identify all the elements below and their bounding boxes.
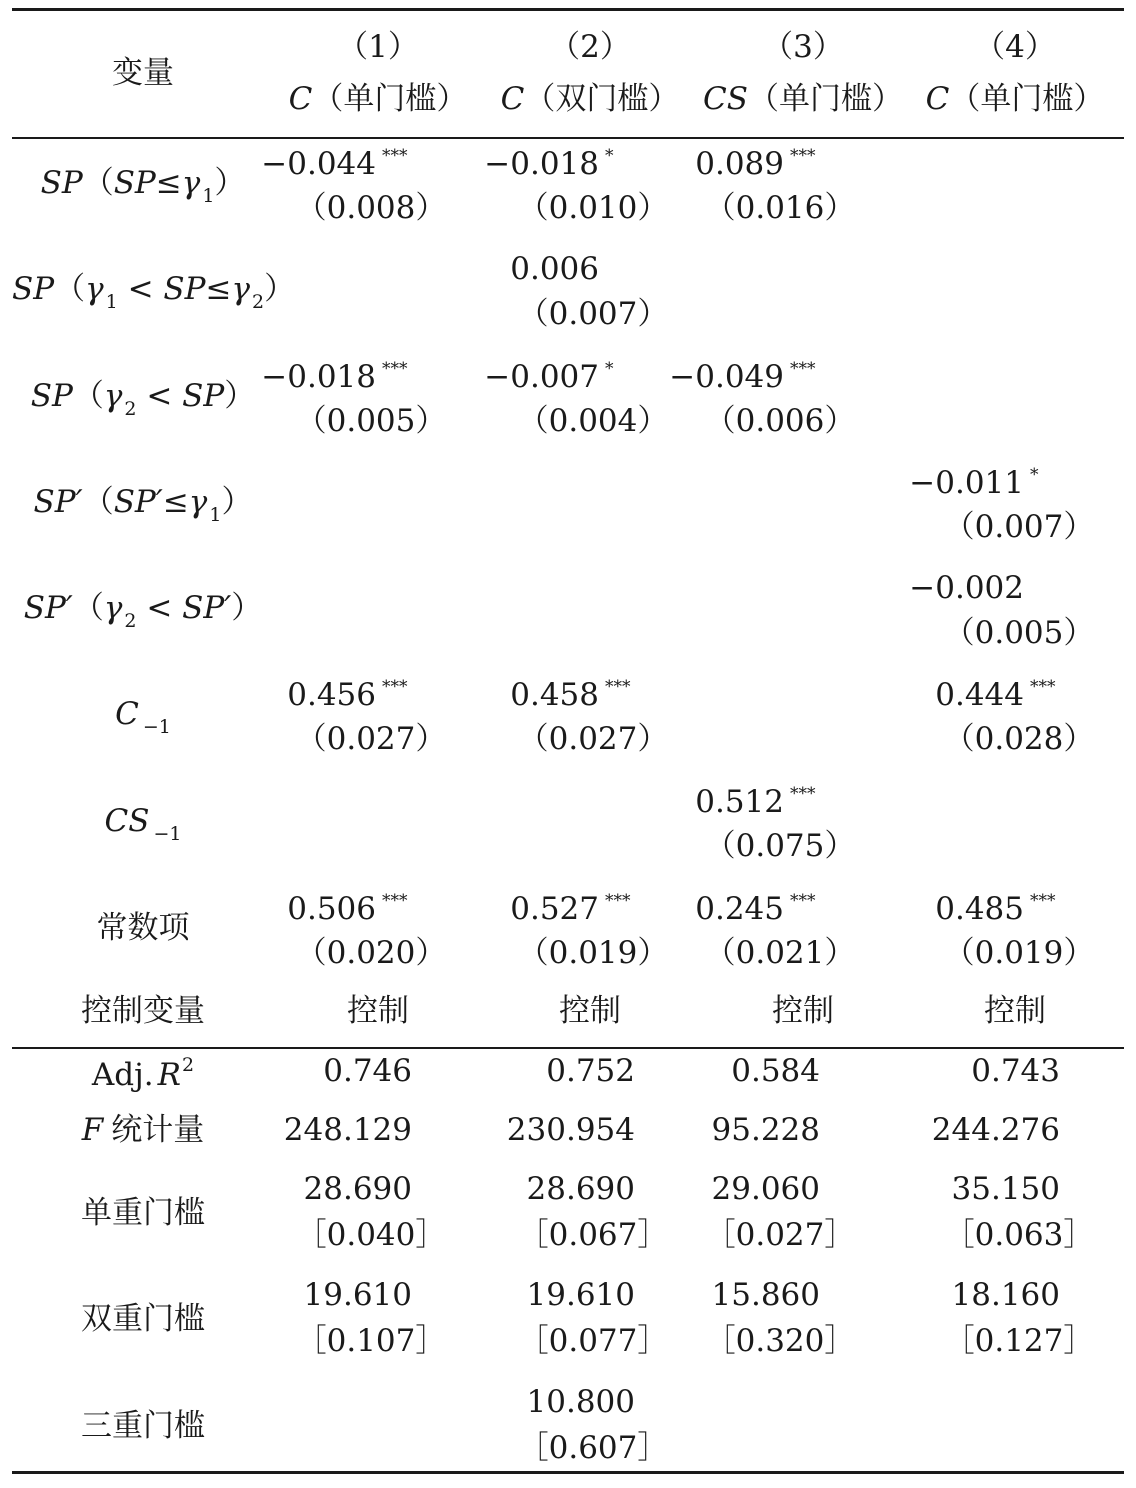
- standard-error: （0.019）: [517, 935, 669, 971]
- f-stat-value: 248.129: [283, 1112, 412, 1148]
- row-label-sp-high: SP（γ $_2$ < SP）: [30, 378, 256, 420]
- controls-value: 控制: [559, 993, 621, 1029]
- threshold-stat: 35.150: [951, 1171, 1060, 1207]
- model-kind: （单门槛）: [949, 81, 1105, 117]
- threshold-pvalue: ［0.320］: [704, 1323, 856, 1359]
- top-rule: [12, 8, 1124, 11]
- standard-error: （0.010）: [517, 190, 669, 226]
- coef-number: −0.007: [484, 359, 599, 395]
- row-label-double-threshold: 双重门槛: [81, 1301, 205, 1337]
- coef-number: 0.506: [287, 891, 376, 927]
- row-label-f-stat: F 统计量: [81, 1112, 205, 1148]
- coef-value: [695, 786, 820, 818]
- coef-value: [510, 893, 635, 925]
- bottom-rule: [12, 1471, 1124, 1474]
- header-col-1-number: （1）: [337, 29, 419, 65]
- threshold-stat: 18.160: [951, 1277, 1060, 1313]
- coef-value: [669, 361, 820, 393]
- coef-value: [484, 148, 635, 180]
- row-label-sp-prime-low: SP′（SP′≤γ $_1$）: [33, 484, 253, 526]
- significance-stars: ***: [790, 891, 816, 911]
- standard-error: （0.005）: [295, 403, 447, 439]
- model-kind: （单门槛）: [312, 81, 468, 117]
- row-label-adj-r2: Adj. $R^2$: [91, 1054, 195, 1093]
- f-stat-value: 230.954: [506, 1112, 635, 1148]
- threshold-pvalue: ［0.040］: [295, 1217, 447, 1253]
- row-label-sp-mid: SP（γ $_1$ < SP≤γ $_2$）: [12, 271, 296, 313]
- adj-r2-value: 0.752: [546, 1053, 635, 1089]
- coef-value: [695, 893, 820, 925]
- f-stat-value: 244.276: [931, 1112, 1060, 1148]
- coef-number: −0.044: [261, 146, 376, 182]
- standard-error: （0.008）: [295, 190, 447, 226]
- significance-stars: ***: [382, 359, 408, 379]
- coef-number: 0.245: [695, 891, 784, 927]
- dep-var: C: [288, 81, 313, 117]
- row-label-sp-low: SP（SP≤γ $_1$）: [40, 165, 246, 207]
- coef-number: −0.018: [484, 146, 599, 182]
- dep-var: C: [500, 81, 525, 117]
- header-col-4-number: （4）: [974, 29, 1056, 65]
- coef-number: 0.512: [695, 784, 784, 820]
- controls-value: 控制: [984, 993, 1046, 1029]
- row-label-sp-prime-high: SP′（γ $_2$ < SP′）: [23, 590, 263, 632]
- standard-error: （0.019）: [943, 935, 1095, 971]
- coef-number: 0.527: [510, 891, 599, 927]
- coef-number: −0.002: [909, 570, 1024, 606]
- significance-stars: ***: [790, 784, 816, 804]
- model-kind: （单门槛）: [747, 81, 903, 117]
- threshold-stat: 28.690: [526, 1171, 635, 1207]
- coef-value: [695, 148, 820, 180]
- threshold-stat: 10.800: [526, 1384, 635, 1420]
- coef-value: [261, 148, 412, 180]
- row-label-controls: 控制变量: [81, 993, 205, 1029]
- row-label-c-lag: C $_{-1}$: [115, 696, 171, 738]
- threshold-stat: 19.610: [303, 1277, 412, 1313]
- header-variable-label: 变量: [112, 55, 174, 91]
- coef-value: [909, 570, 1060, 606]
- adj-r2-value: 0.743: [971, 1053, 1060, 1089]
- threshold-stat: 19.610: [526, 1277, 635, 1313]
- threshold-stat: 15.860: [711, 1277, 820, 1313]
- threshold-pvalue: ［0.127］: [943, 1323, 1095, 1359]
- coef-value: [261, 361, 412, 393]
- coef-number: 0.006: [510, 251, 599, 287]
- coef-number: −0.011: [909, 465, 1024, 501]
- significance-stars: *: [1030, 465, 1039, 485]
- standard-error: （0.028）: [943, 721, 1095, 757]
- header-col-3-number: （3）: [762, 29, 844, 65]
- significance-stars: ***: [790, 359, 816, 379]
- coef-number: −0.049: [669, 359, 784, 395]
- threshold-stat: 28.690: [303, 1171, 412, 1207]
- threshold-pvalue: ［0.077］: [517, 1323, 669, 1359]
- significance-stars: ***: [1030, 677, 1056, 697]
- dep-var: CS: [703, 81, 748, 117]
- coef-number: −0.018: [261, 359, 376, 395]
- controls-value: 控制: [347, 993, 409, 1029]
- significance-stars: ***: [382, 146, 408, 166]
- threshold-pvalue: ［0.027］: [704, 1217, 856, 1253]
- adj-r2-value: 0.584: [731, 1053, 820, 1089]
- standard-error: （0.020）: [295, 935, 447, 971]
- row-label-triple-threshold: 三重门槛: [81, 1408, 205, 1444]
- coef-number: 0.089: [695, 146, 784, 182]
- coef-value: [935, 679, 1060, 711]
- coef-value: [510, 251, 635, 287]
- threshold-pvalue: ［0.063］: [943, 1217, 1095, 1253]
- standard-error: （0.075）: [704, 828, 856, 864]
- stats-rule: [12, 1047, 1124, 1049]
- standard-error: （0.004）: [517, 403, 669, 439]
- header-col-4-dep: [925, 81, 1105, 117]
- row-label-constant: 常数项: [96, 910, 190, 946]
- header-col-1-dep: [288, 81, 468, 117]
- threshold-pvalue: ［0.067］: [517, 1217, 669, 1253]
- standard-error: （0.027）: [295, 721, 447, 757]
- standard-error: （0.005）: [943, 615, 1095, 651]
- row-label-cs-lag: CS $_{-1}$: [104, 803, 182, 845]
- coef-number: 0.456: [287, 677, 376, 713]
- standard-error: （0.007）: [943, 509, 1095, 545]
- coef-number: 0.485: [935, 891, 1024, 927]
- coef-value: [935, 893, 1060, 925]
- coef-number: 0.458: [510, 677, 599, 713]
- threshold-stat: 29.060: [711, 1171, 820, 1207]
- dep-var: C: [925, 81, 950, 117]
- coef-number: 0.444: [935, 677, 1024, 713]
- adj-r2-value: 0.746: [323, 1053, 412, 1089]
- coef-value: [510, 679, 635, 711]
- significance-stars: ***: [605, 891, 631, 911]
- significance-stars: ***: [382, 677, 408, 697]
- coef-value: [909, 467, 1060, 499]
- significance-stars: *: [605, 359, 614, 379]
- coef-value: [484, 361, 635, 393]
- standard-error: （0.016）: [704, 190, 856, 226]
- controls-value: 控制: [772, 993, 834, 1029]
- header-rule: [12, 137, 1124, 139]
- coef-value: [287, 893, 412, 925]
- standard-error: （0.027）: [517, 721, 669, 757]
- header-col-2-dep: [500, 81, 680, 117]
- threshold-pvalue: ［0.607］: [517, 1430, 669, 1466]
- significance-stars: ***: [790, 146, 816, 166]
- header-col-3-dep: [703, 81, 903, 117]
- model-kind: （双门槛）: [524, 81, 680, 117]
- standard-error: （0.021）: [704, 935, 856, 971]
- significance-stars: *: [605, 146, 614, 166]
- significance-stars: ***: [1030, 891, 1056, 911]
- standard-error: （0.007）: [517, 296, 669, 332]
- significance-stars: ***: [382, 891, 408, 911]
- standard-error: （0.006）: [704, 403, 856, 439]
- coef-value: [287, 679, 412, 711]
- significance-stars: ***: [605, 677, 631, 697]
- f-stat-value: 95.228: [711, 1112, 820, 1148]
- threshold-pvalue: ［0.107］: [295, 1323, 447, 1359]
- header-col-2-number: （2）: [549, 29, 631, 65]
- row-label-single-threshold: 单重门槛: [81, 1195, 205, 1231]
